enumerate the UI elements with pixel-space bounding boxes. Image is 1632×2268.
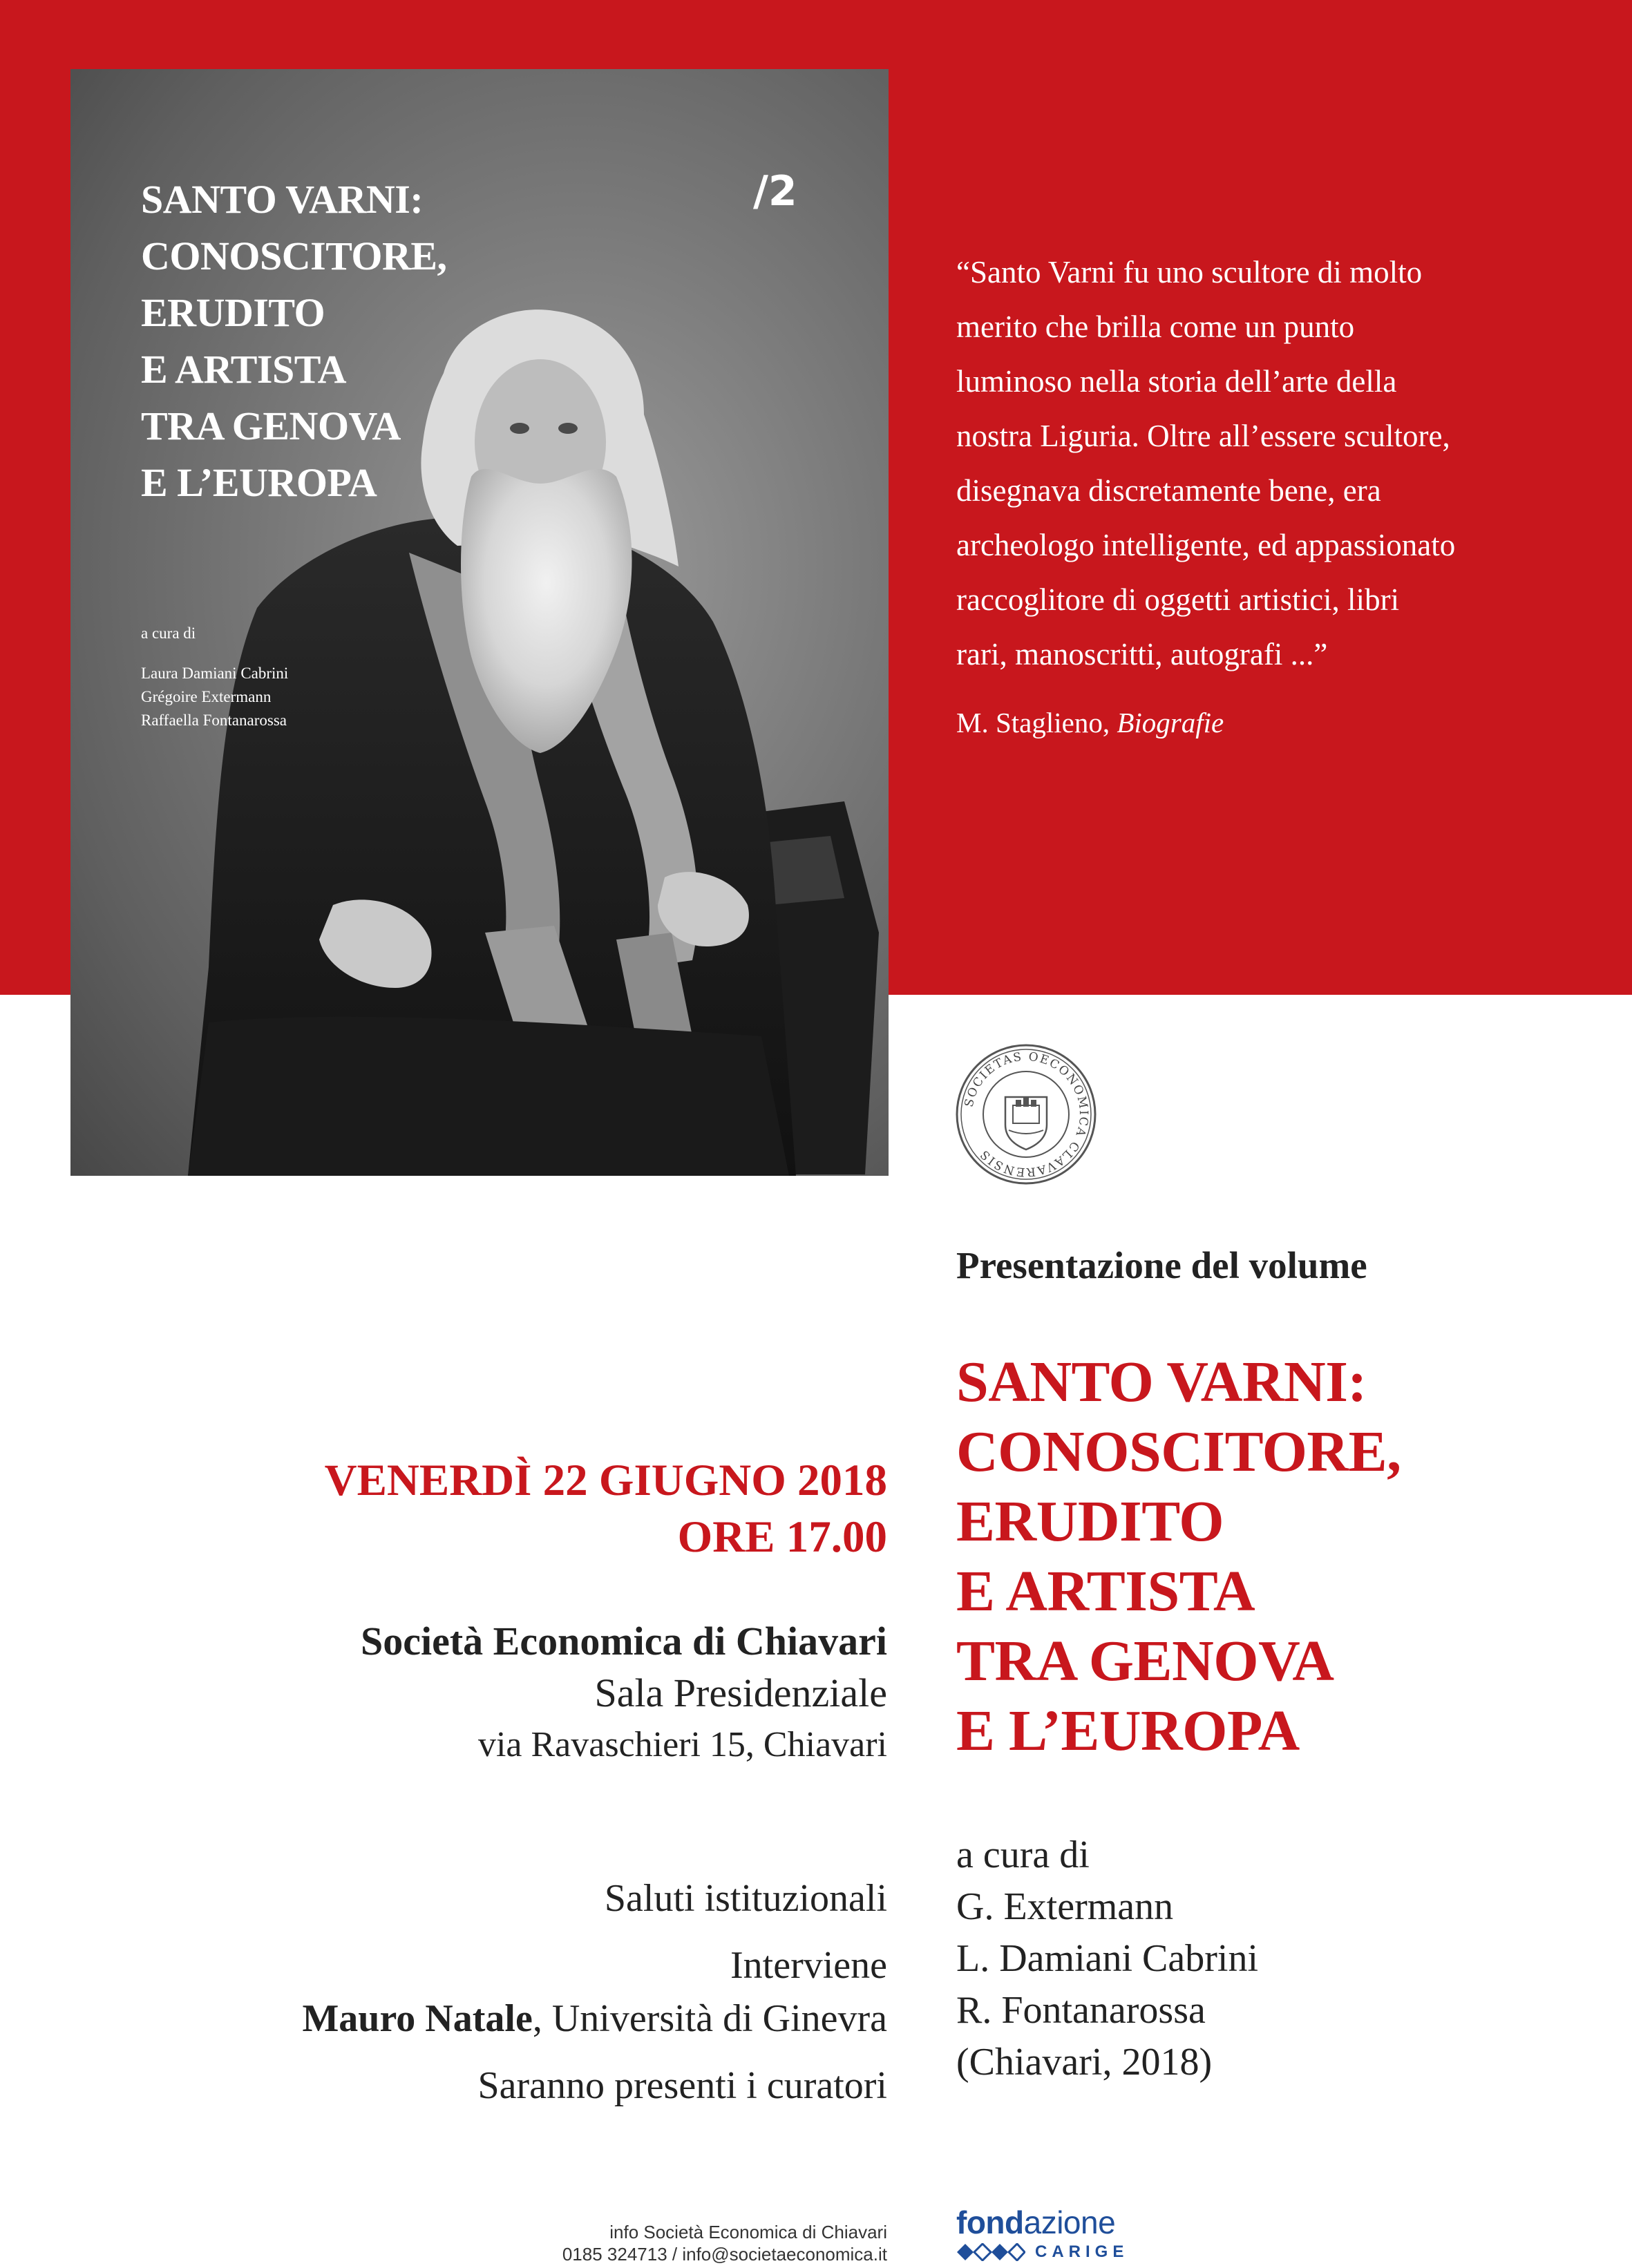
volume-title-line: E L’EUROPA [956, 1699, 1300, 1763]
cover-curated-label: a cura di [141, 625, 196, 642]
quote [956, 245, 1578, 682]
seal-text: SOCIETAS OECONOMICA CLAVARENSIS [962, 1049, 1091, 1179]
quote-line: nostra Liguria. Oltre all’essere scultore, [956, 419, 1450, 453]
quote-line: disegnava discretamente bene, era [956, 473, 1381, 508]
speaker-affiliation: , Università di Ginevra [532, 1997, 887, 2040]
society-seal-logo [953, 1042, 1099, 1187]
volume-title [956, 1347, 1401, 1766]
quote-author: M. Staglieno, [956, 707, 1117, 738]
program-speaker [302, 1992, 887, 2046]
sponsor-row [956, 2242, 1128, 2262]
quote-line: rari, manoscritti, autografi ...” [956, 637, 1328, 671]
cover-title-line: E ARTISTA [141, 347, 346, 392]
cover-title-line: TRA GENOVA [141, 403, 401, 448]
sponsor-logo [956, 2204, 1128, 2262]
cover-curator-name: Raffaella Fontanarossa [141, 712, 287, 729]
volume-title-line: E ARTISTA [956, 1559, 1255, 1623]
event-date: VENERDÌ 22 GIUGNO 2018 [324, 1456, 887, 1505]
editor-name: L. Damiani Cabrini [956, 1937, 1259, 1980]
cover-title-line: ERUDITO [141, 290, 325, 335]
editors-label: a cura di [956, 1833, 1090, 1876]
event-venue [361, 1615, 887, 1771]
svg-text:SOCIETAS OECONOMICA CLAVARENSI [962, 1050, 1091, 1179]
contact-info [562, 2221, 887, 2265]
cover-title [141, 171, 447, 511]
event-datetime [325, 1452, 887, 1565]
editors-block [956, 1829, 1258, 2088]
cover-curators [141, 622, 288, 732]
sponsor-name-bold: fond [956, 2204, 1024, 2240]
sponsor-name [956, 2204, 1128, 2241]
quote-line: archeologo intelligente, ed appassionato [956, 528, 1456, 562]
volume-title-line: TRA GENOVA [956, 1629, 1334, 1693]
program-curators-note: Saranno presenti i curatori [477, 2064, 887, 2107]
publication-info: (Chiavari, 2018) [956, 2041, 1213, 2084]
event-program [302, 1872, 887, 2113]
editor-name: G. Extermann [956, 1885, 1174, 1928]
quote-line: merito che brilla come un punto [956, 309, 1355, 344]
venue-name: Società Economica di Chiavari [360, 1619, 887, 1664]
event-time: ORE 17.00 [677, 1512, 887, 1562]
quote-work: Biografie [1117, 707, 1224, 738]
speaker-name: Mauro Natale [302, 1997, 533, 2040]
quote-source [956, 706, 1224, 739]
sponsor-subtitle: CARIGE [1035, 2242, 1129, 2261]
volume-title-line: CONOSCITORE, [956, 1420, 1401, 1484]
book-cover [70, 69, 889, 1176]
contact-info-line: info Società Economica di Chiavari [609, 2222, 887, 2242]
program-greetings: Saluti istituzionali [604, 1877, 887, 1920]
volume-title-line: SANTO VARNI: [956, 1350, 1367, 1414]
diamonds-icon [956, 2243, 1025, 2261]
venue-address: via Ravaschieri 15, Chiavari [477, 1725, 887, 1764]
program-speaker-label: Interviene [730, 1944, 887, 1987]
cover-curator-name: Laura Damiani Cabrini [141, 665, 289, 682]
contact-info-line: 0185 324713 / info@societaeconomica.it [562, 2244, 887, 2265]
quote-line: raccoglitore di oggetti artistici, libri [956, 582, 1400, 617]
presentation-label: Presentazione del volume [956, 1244, 1367, 1286]
sponsor-name-rest: azione [1023, 2204, 1116, 2240]
volume-title-line: ERUDITO [956, 1489, 1224, 1554]
cover-title-line: E L’EUROPA [141, 460, 377, 505]
cover-title-line: CONOSCITORE, [141, 234, 447, 278]
venue-room: Sala Presidenziale [594, 1670, 887, 1715]
editor-name: R. Fontanarossa [956, 1989, 1206, 2032]
quote-line: luminoso nella storia dell’arte della [956, 364, 1397, 399]
cover-curator-name: Grégoire Extermann [141, 688, 272, 705]
quote-line: “Santo Varni fu uno scultore di molto [956, 255, 1423, 289]
cover-volume-number: /2 [753, 167, 797, 216]
cover-title-line: SANTO VARNI: [141, 177, 424, 222]
